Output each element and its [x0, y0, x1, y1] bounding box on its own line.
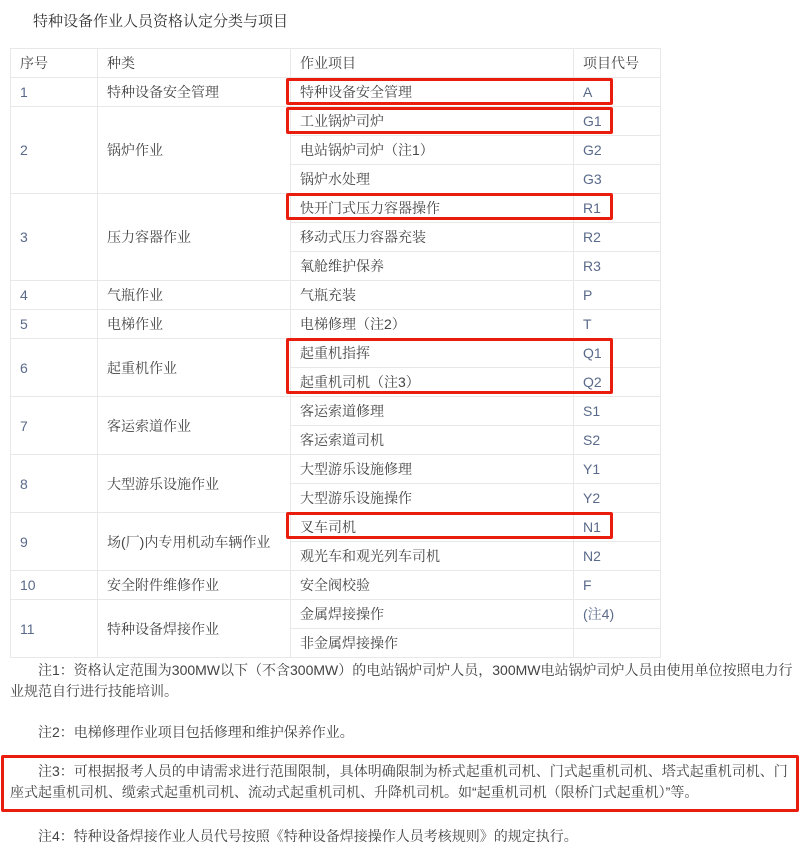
page-title: 特种设备作业人员资格认定分类与项目	[33, 13, 289, 30]
cell-project: 大型游乐设施修理	[291, 455, 574, 484]
cell-no: 7	[11, 397, 98, 455]
cell-category: 电梯作业	[98, 310, 291, 339]
cell-code: R1	[574, 194, 661, 223]
table-row	[11, 339, 661, 368]
cell-code: Q2	[574, 368, 661, 397]
cell-code	[574, 629, 661, 658]
cell-code: N2	[574, 542, 661, 571]
cell-no: 2	[11, 107, 98, 194]
cell-code: T	[574, 310, 661, 339]
cell-project: 氧舱维护保养	[291, 252, 574, 281]
cell-category: 特种设备安全管理	[98, 78, 291, 107]
cell-project: 客运索道司机	[291, 426, 574, 455]
table-row	[11, 281, 661, 310]
cell-code: Y1	[574, 455, 661, 484]
cell-category: 压力容器作业	[98, 194, 291, 281]
table-row	[11, 513, 661, 542]
cell-category: 客运索道作业	[98, 397, 291, 455]
cell-category: 安全附件维修作业	[98, 571, 291, 600]
cell-code: F	[574, 571, 661, 600]
table-row	[11, 397, 661, 426]
cell-project: 特种设备安全管理	[291, 78, 574, 107]
cell-project: 客运索道修理	[291, 397, 574, 426]
header-category: 种类	[98, 49, 291, 78]
cell-code: G1	[574, 107, 661, 136]
header-no: 序号	[11, 49, 98, 78]
cell-project: 快开门式压力容器操作	[291, 194, 574, 223]
cell-category: 特种设备焊接作业	[98, 600, 291, 658]
header-code: 项目代号	[574, 49, 661, 78]
cell-project: 锅炉水处理	[291, 165, 574, 194]
cell-project: 移动式压力容器充装	[291, 223, 574, 252]
cell-code: S2	[574, 426, 661, 455]
cell-no: 5	[11, 310, 98, 339]
cell-code: S1	[574, 397, 661, 426]
note-1: 注1：资格认定范围为300MW以下（不含300MW）的电站锅炉司炉人员，300MW电站锅炉司炉人员由使用单位按照电力行业规范自行进行技能培训。	[10, 662, 793, 699]
cell-project: 电梯修理（注2）	[291, 310, 574, 339]
cell-category: 大型游乐设施作业	[98, 455, 291, 513]
table-header-row	[11, 49, 661, 78]
cell-code: Y2	[574, 484, 661, 513]
cell-project: 起重机司机（注3）	[291, 368, 574, 397]
header-project: 作业项目	[291, 49, 574, 78]
cell-category: 锅炉作业	[98, 107, 291, 194]
cell-category: 场(厂)内专用机动车辆作业	[98, 513, 291, 571]
cell-code: G3	[574, 165, 661, 194]
cell-category: 起重机作业	[98, 339, 291, 397]
cell-project: 金属焊接操作	[291, 600, 574, 629]
cell-no: 1	[11, 78, 98, 107]
cell-project: 气瓶充装	[291, 281, 574, 310]
note-3: 注3：可根据报考人员的申请需求进行范围限制，具体明确限制为桥式起重机司机、门式起重机司机、塔式起重机司机、门座式起重机司机、缆索式起重机司机、流动式起重机司机、升降机司机。如“起重机司机（限桥门式起重机）”等。	[10, 763, 788, 800]
cell-code: R3	[574, 252, 661, 281]
cell-code: A	[574, 78, 661, 107]
cell-project: 起重机指挥	[291, 339, 574, 368]
cell-category: 气瓶作业	[98, 281, 291, 310]
table-row	[11, 194, 661, 223]
table-row	[11, 78, 661, 107]
cell-code: P	[574, 281, 661, 310]
cell-no: 10	[11, 571, 98, 600]
cell-project: 叉车司机	[291, 513, 574, 542]
cell-no: 3	[11, 194, 98, 281]
table-row	[11, 310, 661, 339]
note-2: 注2：电梯修理作业项目包括修理和维护保养作业。	[38, 724, 354, 740]
cell-project: 观光车和观光列车司机	[291, 542, 574, 571]
cell-code: N1	[574, 513, 661, 542]
cell-project: 电站锅炉司炉（注1）	[291, 136, 574, 165]
table-row	[11, 600, 661, 629]
table-row	[11, 571, 661, 600]
cell-no: 9	[11, 513, 98, 571]
cell-project: 大型游乐设施操作	[291, 484, 574, 513]
cell-code: G2	[574, 136, 661, 165]
cell-code: (注4)	[574, 600, 661, 629]
cell-project: 安全阀校验	[291, 571, 574, 600]
cell-project: 工业锅炉司炉	[291, 107, 574, 136]
table-row	[11, 107, 661, 136]
cell-code: Q1	[574, 339, 661, 368]
qualification-table	[10, 48, 661, 658]
note-4: 注4：特种设备焊接作业人员代号按照《特种设备焊接操作人员考核规则》的规定执行。	[38, 828, 578, 844]
cell-no: 4	[11, 281, 98, 310]
cell-code: R2	[574, 223, 661, 252]
cell-no: 8	[11, 455, 98, 513]
cell-no: 11	[11, 600, 98, 658]
cell-project: 非金属焊接操作	[291, 629, 574, 658]
table-row	[11, 455, 661, 484]
cell-no: 6	[11, 339, 98, 397]
